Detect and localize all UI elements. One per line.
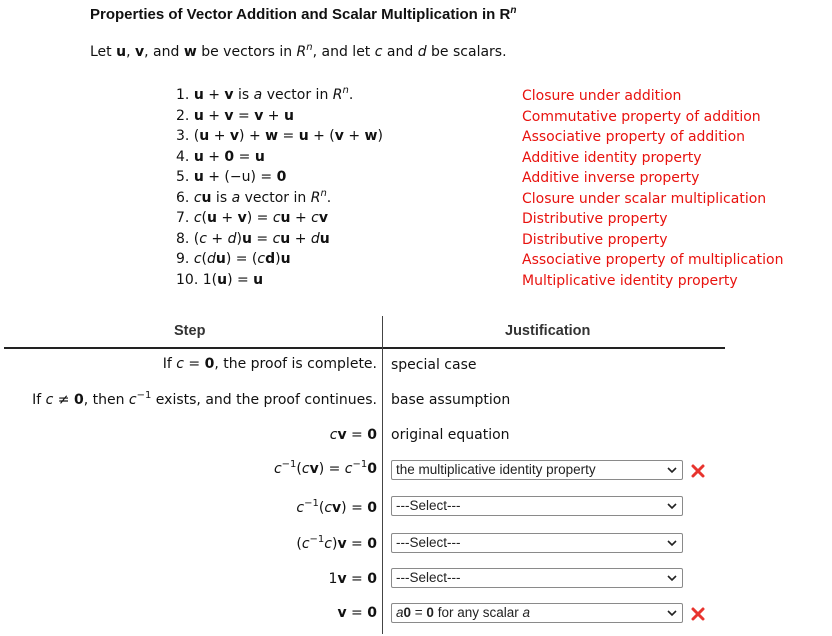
property-name: Distributive property xyxy=(522,211,668,227)
x-mark-icon xyxy=(690,606,706,622)
select-value: ---Select--- xyxy=(396,570,461,585)
property-item: 10. 1(u) = u xyxy=(176,271,264,288)
table-column-divider xyxy=(382,316,383,634)
justification-text: original equation xyxy=(391,427,510,443)
proof-step: $(c^{-1}c)v = 0$ xyxy=(296,534,377,552)
chevron-down-icon xyxy=(666,500,678,512)
intro-text: Let u, v, and w be vectors in $R^n$, and let c and d be scalars. xyxy=(90,42,507,60)
justification-text: special case xyxy=(391,357,477,373)
justification-select[interactable] xyxy=(391,568,683,588)
property-name: Distributive property xyxy=(522,231,668,248)
justification-header: Justification xyxy=(505,323,591,339)
property-name: Associative property of addition xyxy=(522,129,746,145)
property-item: 4. u + 0 = u xyxy=(176,148,265,165)
select-value: ---Select--- xyxy=(396,535,461,550)
select-value: the multiplicative identity property xyxy=(396,462,596,477)
property-list xyxy=(176,85,383,290)
property-item: 8. (c + d)u = cu + du xyxy=(176,230,330,247)
select-value: a0 = 0 for any scalar a xyxy=(396,605,530,620)
proof-step: $c^{-1}(cv) = 0$ xyxy=(296,498,377,516)
proof-step: v = 0 xyxy=(337,605,377,621)
property-item: 7. c(u + v) = cu + cv xyxy=(176,210,328,226)
property-name: Multiplicative identity property xyxy=(522,272,738,289)
justification-text: base assumption xyxy=(391,392,511,408)
x-mark-icon xyxy=(690,463,706,479)
step-header: Step xyxy=(174,323,206,339)
table-header-rule xyxy=(4,347,725,349)
justification-select[interactable] xyxy=(391,496,683,516)
proof-step: If c = 0, the proof is complete. xyxy=(162,356,377,372)
chevron-down-icon xyxy=(666,607,678,619)
property-name: Closure under addition xyxy=(522,88,682,104)
property-name-list xyxy=(522,86,784,291)
proof-step: cv = 0 xyxy=(329,427,377,443)
property-item: 3. (u + v) + w = u + (v + w) xyxy=(176,128,383,144)
chevron-down-icon xyxy=(666,537,678,549)
property-name: Associative property of multiplication xyxy=(522,252,784,268)
property-item: 1. u + v is a vector in $R^n$. xyxy=(176,85,354,103)
property-item: 2. u + v = v + u xyxy=(176,107,294,124)
property-name: Closure under scalar multiplication xyxy=(522,190,767,207)
property-item: 9. c(du) = (cd)u xyxy=(176,251,291,267)
justification-select[interactable] xyxy=(391,460,683,480)
proof-step: 1v = 0 xyxy=(328,571,377,587)
proof-step: $c^{-1}(cv) = c^{-1}0$ xyxy=(273,459,377,477)
page-title: Properties of Vector Addition and Scalar Multiplication in $R^n$ xyxy=(90,5,517,23)
property-item: 6. cu is a vector in $R^n$. xyxy=(176,187,332,206)
select-value: ---Select--- xyxy=(396,498,461,513)
chevron-down-icon xyxy=(666,464,678,476)
property-item: 5. u + (−u) = 0 xyxy=(176,169,287,185)
justification-select[interactable] xyxy=(391,533,683,553)
property-name: Additive inverse property xyxy=(522,170,700,186)
chevron-down-icon xyxy=(666,572,678,584)
property-name: Commutative property of addition xyxy=(522,108,761,125)
property-name: Additive identity property xyxy=(522,149,702,166)
justification-select[interactable] xyxy=(391,603,683,623)
proof-step: If c ≠ 0, then $c^{-1}$ exists, and the proof continues. xyxy=(32,390,377,408)
